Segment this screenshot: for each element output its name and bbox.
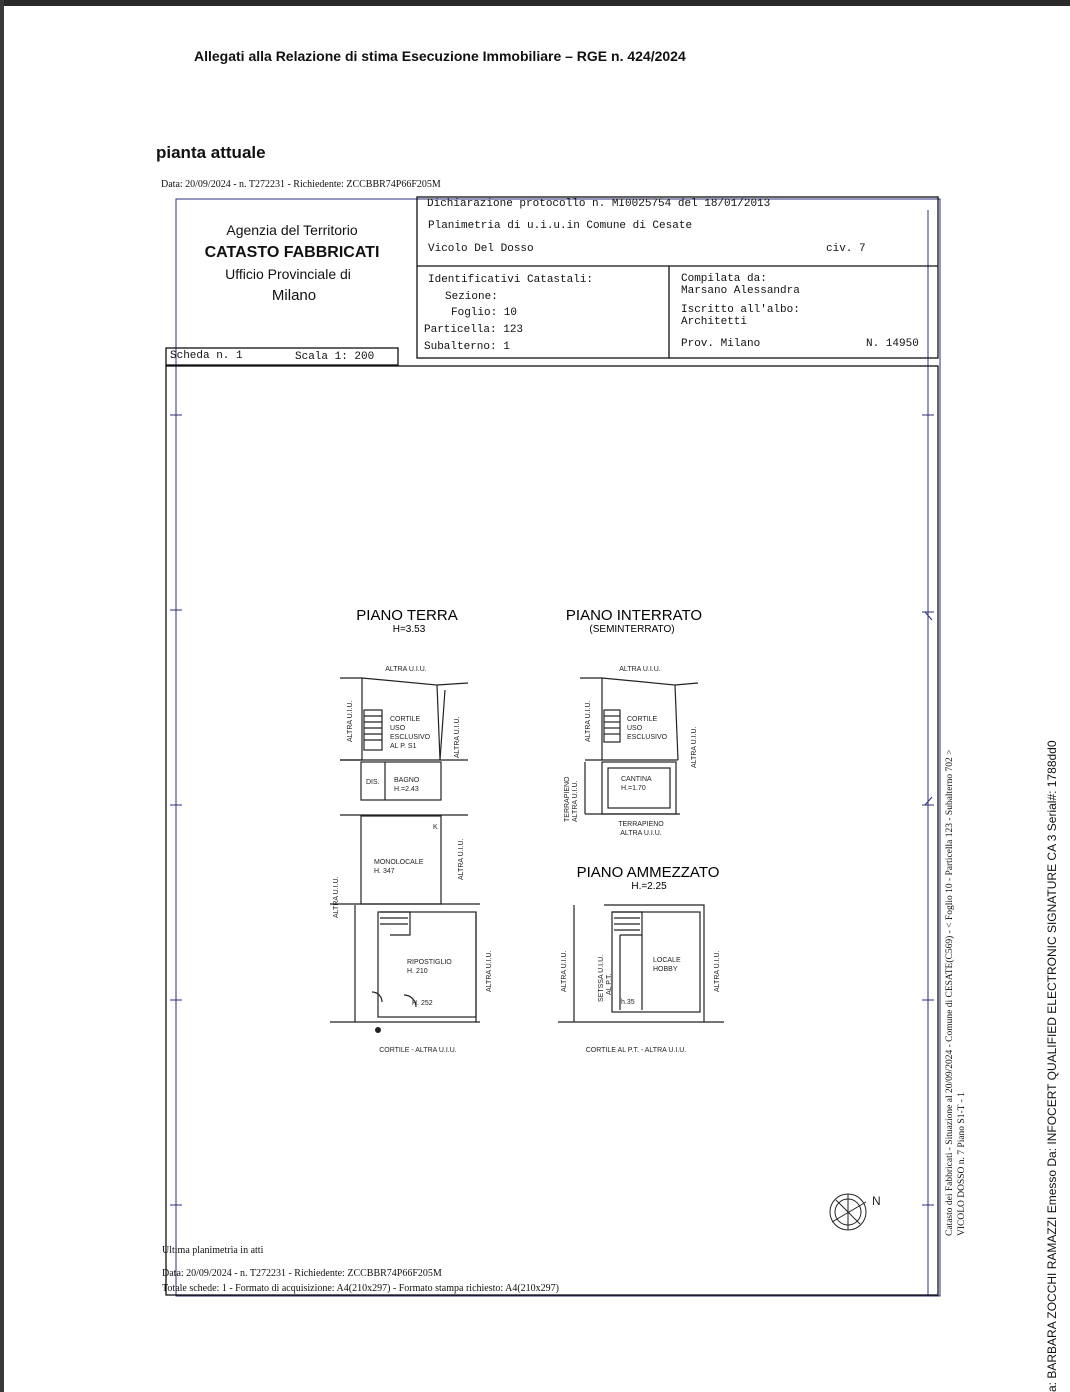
plan-line: Planimetria di u.i.u.in Comune di Cesate [428, 220, 693, 232]
pt-cortile-1: CORTILE [390, 716, 421, 723]
agency-line-3: Ufficio Provinciale di [225, 266, 351, 282]
pt-h252: H. 252 [412, 1000, 433, 1007]
agency-line-4: Milano [271, 287, 317, 304]
piano-interrato-title: PIANO INTERRATO [565, 607, 703, 624]
particella: Particella: 123 [424, 324, 524, 336]
piano-terra-height: H=3.53 [392, 624, 426, 635]
side-cadastre-line-1: Catasto dei Fabbricati - Situazione al 20/09/2024 - Comune di CESATE(C569) - < Foglio 10 - Particella 123 - Subalterno 702 > [945, 749, 955, 1236]
sheet-number: Scheda n. 1 [170, 350, 243, 362]
identifiers-title: Identificativi Catastali: [428, 274, 594, 286]
agency-line-1: Agenzia del Territorio [226, 222, 358, 238]
register-label: Iscritto all'albo: [681, 304, 800, 316]
pt-bottom-label: CORTILE - ALTRA U.I.U. [379, 1047, 457, 1054]
pt-cortile-2: USO [390, 725, 406, 732]
pt-dis: DIS. [366, 779, 380, 786]
pi-altra-right: ALTRA U.I.U. [691, 726, 698, 768]
pi-cortile-2: USO [627, 725, 643, 732]
pt-ripostiglio: RIPOSTIGLIO [407, 959, 452, 966]
sezione: Sezione: [445, 291, 498, 303]
section-title: pianta attuale [156, 143, 266, 162]
pt-cortile-3: ESCLUSIVO [390, 734, 431, 741]
piano-ammezzato-title: PIANO AMMEZZATO [576, 864, 720, 881]
request-line: Data: 20/09/2024 - n. T272231 - Richiedente: ZCCBBR74P66F205M [161, 179, 441, 190]
subalterno: Subalterno: 1 [424, 341, 510, 353]
pa-h35: h.35 [621, 999, 635, 1006]
pa-setssa-1: SETSSA U.I.U. [598, 954, 605, 1002]
pa-setssa-2: AL P.T. [606, 973, 613, 995]
north-label: N [872, 1194, 881, 1208]
pt-cortile-4: AL P. S1 [390, 743, 417, 750]
register-value: Architetti [681, 316, 748, 328]
scale: Scala 1: 200 [295, 351, 375, 363]
pt-mono-h: H. 347 [374, 868, 395, 875]
piano-ammezzato-height: H.=2.25 [631, 881, 667, 892]
compiler-name: Marsano Alessandra [681, 285, 800, 297]
foglio: Foglio: 10 [451, 307, 518, 319]
compiled-by-label: Compilata da: [681, 273, 767, 285]
pi-terrapieno-left-2: ALTRA U.I.U. [572, 780, 579, 822]
pi-altra-left: ALTRA U.I.U. [585, 700, 592, 742]
last-plan-note: Ultima planimetria in atti [162, 1245, 264, 1256]
piano-terra-title: PIANO TERRA [356, 607, 458, 624]
civic-number: civ. 7 [826, 243, 866, 255]
province: Prov. Milano [681, 338, 761, 350]
pa-hobby: HOBBY [653, 966, 678, 973]
pt-altra-right-2: ALTRA U.I.U. [458, 838, 465, 880]
register-number: N. 14950 [866, 338, 919, 350]
pt-rip-h: H. 210 [407, 968, 428, 975]
pt-altra-right-1: ALTRA U.I.U. [454, 716, 461, 758]
entrance-marker [375, 1027, 381, 1033]
pi-terrapieno-left-1: TERRAPIENO [564, 776, 571, 822]
piano-ammezzato-plan [558, 905, 724, 1022]
pi-terrapieno-bottom-1: TERRAPIENO [618, 821, 664, 828]
pi-cortile-3: ESCLUSIVO [627, 734, 668, 741]
pt-altra-left-1: ALTRA U.I.U. [347, 700, 354, 742]
pt-altra-left-2: ALTRA U.I.U. [333, 876, 340, 918]
pi-altra-top: ALTRA U.I.U. [619, 666, 661, 673]
pa-altra-right: ALTRA U.I.U. [714, 950, 721, 992]
protocol-line: Dichiarazione protocollo n. MI0025754 del 18/01/2013 [427, 198, 771, 210]
digital-signature-stamp: a: BARBARA ZOCCHI RAMAZZI Emesso Da: INFOCERT QUALIFIED ELECTRONIC SIGNATURE CA 3 Serial#: 1788dd0 [1045, 740, 1059, 1392]
document-header: Allegati alla Relazione di stima Esecuzione Immobiliare – RGE n. 424/2024 [194, 48, 686, 64]
pi-terrapieno-bottom-2: ALTRA U.I.U. [620, 830, 662, 837]
footer-date-line: Data: 20/09/2024 - n. T272231 - Richiedente: ZCCBBR74P66F205M [162, 1268, 442, 1279]
pi-cortile-1: CORTILE [627, 716, 658, 723]
footer-format-line: Totale schede: 1 - Formato di acquisizione: A4(210x297) - Formato stampa richiesto: A4(210x297) [162, 1283, 559, 1294]
pt-monolocale: MONOLOCALE [374, 859, 424, 866]
pt-bagno-h: H.=2.43 [394, 786, 419, 793]
piano-interrato-plan [580, 678, 698, 814]
agency-line-2: CATASTO FABBRICATI [204, 244, 380, 261]
piano-interrato-sub: (SEMINTERRATO) [589, 624, 675, 635]
pa-bottom-label: CORTILE AL P.T. - ALTRA U.I.U. [585, 1047, 687, 1054]
pt-altra-top: ALTRA U.I.U. [385, 666, 427, 673]
pt-k: K [433, 824, 438, 831]
pa-altra-left: ALTRA U.I.U. [561, 950, 568, 992]
pa-locale: LOCALE [653, 957, 681, 964]
pt-bagno: BAGNO [394, 777, 420, 784]
street-line: Vicolo Del Dosso [428, 243, 534, 255]
north-arrow-icon [830, 1194, 866, 1230]
pi-cantina: CANTINA [621, 776, 652, 783]
side-cadastre-line-2: VICOLO DOSSO n. 7 Piano S1-T - 1 [957, 1092, 967, 1236]
pi-cantina-h: H.=1.70 [621, 785, 646, 792]
pt-altra-right-3: ALTRA U.I.U. [486, 950, 493, 992]
